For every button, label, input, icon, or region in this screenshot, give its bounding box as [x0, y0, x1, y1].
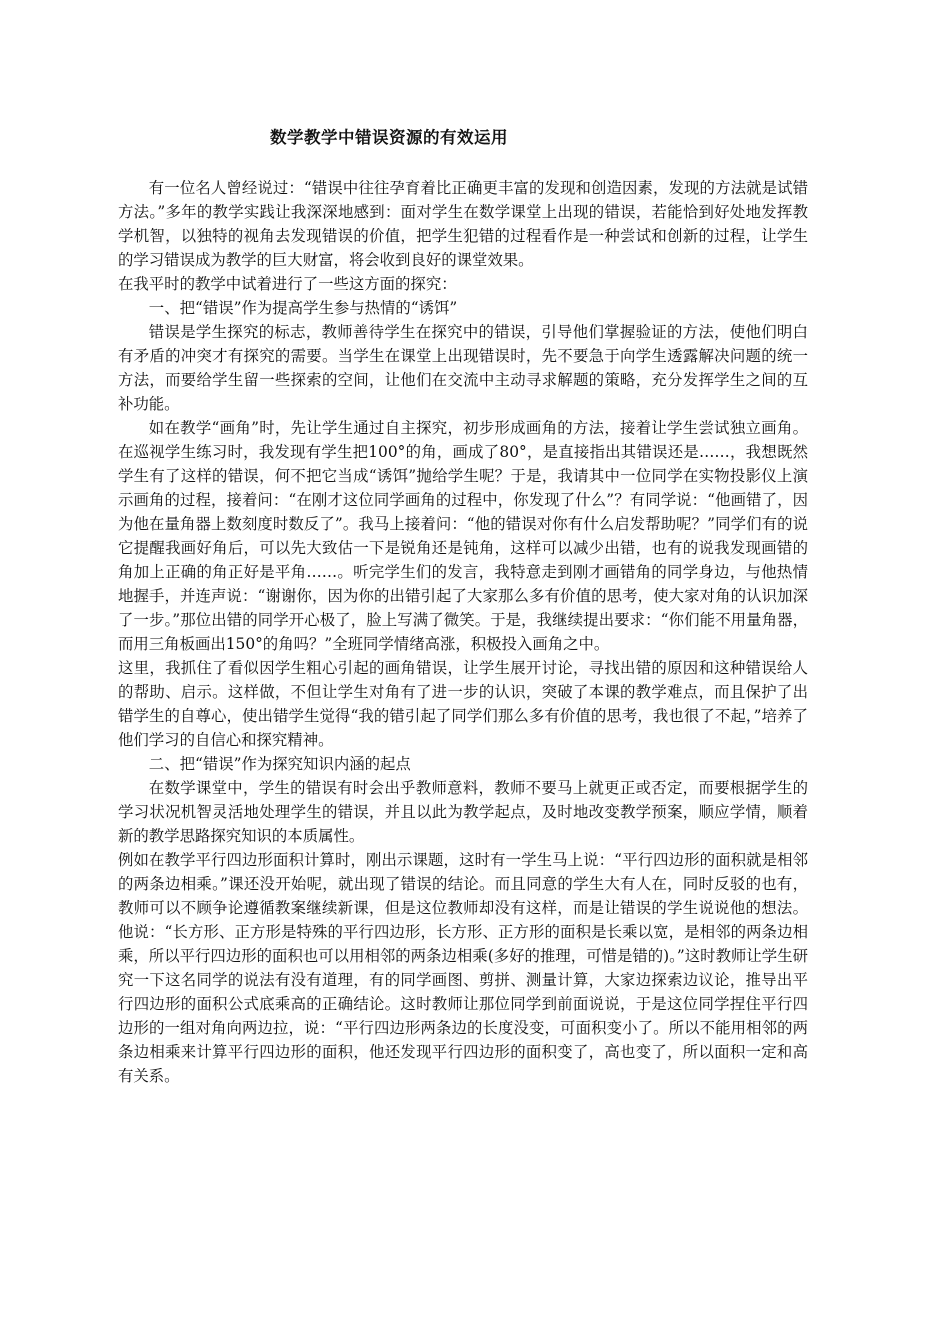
document-title: 数学教学中错误资源的有效运用 [270, 128, 508, 147]
paragraph: 在我平时的教学中试着进行了一些这方面的探究： [118, 275, 457, 293]
paragraph: 二、把“错误”作为探究知识内涵的起点 [148, 755, 411, 773]
paragraph: 有一位名人曾经说过：“错误中往往孕育着比正确更丰富的发现和创造因素，发现的方法就是试错方法。”多年的教学实践让我深深地感到：面对学生在数学课堂上出现的错误，若能恰到好处地发挥教学机智，以独特的视角去发现错误的价值，把学生犯错的过程看作是一种尝试和创新的过程，让学生的学习错误成为教学的巨大财富，将会收到良好的课堂效果。 [118, 179, 808, 269]
paragraph: 这里，我抓住了看似因学生粗心引起的画角错误，让学生展开讨论，寻找出错的原因和这种错误给人的帮助、启示。这样做，不但让学生对角有了进一步的认识，突破了本课的教学难点，而且保护了出错学生的自尊心，使出错学生觉得“我的错引起了同学们那么多有价值的思考，我也很了不起，”培养了他们学习的自信心和探究精神。 [118, 659, 808, 749]
document-body [118, 176, 808, 1088]
paragraph: 在数学课堂中，学生的错误有时会出乎教师意料，教师不要马上就更正或否定，而要根据学生的学习状况机智灵活地处理学生的错误，并且以此为教学起点，及时地改变教学预案，顺应学情，顺着新的教学思路探究知识的本质属性。 [118, 779, 808, 845]
paragraph: 如在教学“画角”时，先让学生通过自主探究，初步形成画角的方法，接着让学生尝试独立画角。在巡视学生练习时，我发现有学生把100°的角，画成了80°，是直接指出其错误还是……，我想既然学生有了这样的错误，何不把它当成“诱饵”抛给学生呢？于是，我请其中一位同学在实物投影仪上演示画角的过程，接着问：“在刚才这位同学画角的过程中，你发现了什么”？有同学说：“他画错了，因为他在量角器上数刻度时数反了”。我马上接着问：“他的错误对你有什么启发帮助呢？”同学们有的说它提醒我画好角后，可以先大致估一下是锐角还是钝角，这样可以减少出错，也有的说我发现画错的角加上正确的角正好是平角……。听完学生们的发言，我特意走到刚才画错角的同学身边，与他热情地握手，并连声说：“谢谢你，因为你的出错引起了大家那么多有价值的思考，使大家对角的认识加深了一步。”那位出错的同学开心极了，脸上写满了微笑。于是，我继续提出要求：“你们能不用量角器，而用三角板画出150°的角吗？”全班同学情绪高涨，积极投入画角之中。 [118, 419, 808, 653]
paragraph: 错误是学生探究的标志，教师善待学生在探究中的错误，引导他们掌握验证的方法，使他们明白有矛盾的冲突才有探究的需要。当学生在课堂上出现错误时，先不要急于向学生透露解决问题的统一方法，而要给学生留一些探索的空间，让他们在交流中主动寻求解题的策略，充分发挥学生之间的互补功能。 [118, 323, 808, 413]
paragraph: 一、把“错误”作为提高学生参与热情的“诱饵” [148, 299, 458, 317]
document-page [118, 126, 808, 1088]
paragraph: 例如在教学平行四边形面积计算时，刚出示课题，这时有一学生马上说：“平行四边形的面积就是相邻的两条边相乘。”课还没开始呢，就出现了错误的结论。而且同意的学生大有人在，同时反驳的也有，教师可以不顾争论遵循教案继续新课，但是这位教师却没有这样，而是让错误的学生说说他的想法。他说：“长方形、正方形是特殊的平行四边形，长方形、正方形的面积是长乘以宽，是相邻的两条边相乘，所以平行四边形的面积也可以用相邻的两条边相乘(多好的推理，可惜是错的)。”这时教师让学生研究一下这名同学的说法有没有道理，有的同学画图、剪拼、测量计算，大家边探索边议论，推导出平行四边形的面积公式底乘高的正确结论。这时教师让那位同学到前面说说，于是这位同学捏住平行四边形的一组对角向两边拉，说：“平行四边形两条边的长度没变，可面积变小了。所以不能用相邻的两条边相乘来计算平行四边形的面积，他还发现平行四边形的面积变了，高也变了，所以面积一定和高有关系。 [118, 851, 808, 1085]
